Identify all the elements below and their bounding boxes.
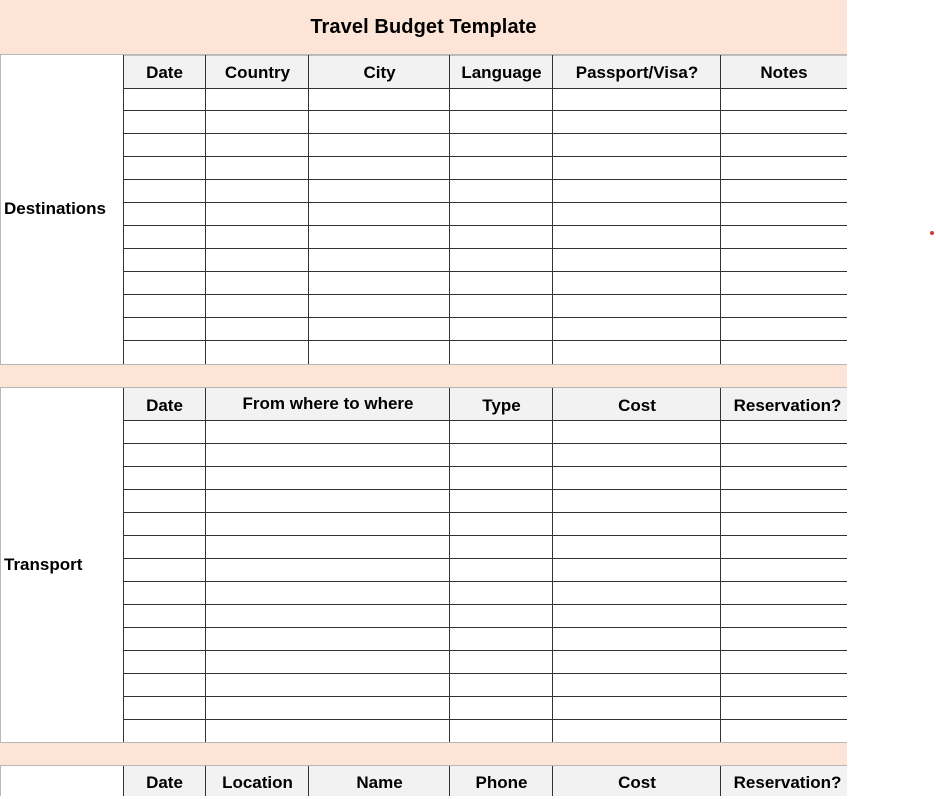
accommodation-header-reservation[interactable]: Reservation? — [733, 772, 842, 792]
grid-line — [123, 719, 847, 720]
destinations-grid[interactable] — [123, 88, 847, 364]
grid-line — [123, 581, 847, 582]
grid-line — [123, 179, 847, 180]
grid-line — [552, 388, 553, 742]
accommodation-header-date[interactable]: Date — [146, 772, 183, 792]
grid-line — [123, 420, 847, 421]
accommodation-header-cost[interactable]: Cost — [618, 772, 656, 792]
accommodation-header-phone[interactable]: Phone — [475, 772, 528, 792]
grid-line — [123, 627, 847, 628]
grid-line — [123, 443, 847, 444]
grid-line — [449, 766, 450, 796]
grid-line — [205, 388, 206, 742]
grid-line — [123, 766, 124, 796]
grid-line — [123, 340, 847, 341]
transport-header-reservation[interactable]: Reservation? — [733, 395, 842, 415]
destinations-section-label: Destinations — [4, 199, 107, 218]
grid-line — [308, 766, 309, 796]
transport-header-route[interactable]: From where to where — [242, 393, 414, 413]
grid-line — [123, 512, 847, 513]
grid-line — [720, 55, 721, 364]
grid-line — [123, 317, 847, 318]
grid-line — [123, 696, 847, 697]
grid-line — [123, 466, 847, 467]
page-title: Travel Budget Template — [310, 16, 537, 38]
grid-line — [720, 388, 721, 742]
grid-line — [123, 88, 847, 89]
grid-line — [720, 766, 721, 796]
accommodation-header-location[interactable]: Location — [222, 772, 293, 792]
grid-line — [123, 55, 124, 364]
grid-line — [123, 489, 847, 490]
grid-line — [205, 766, 206, 796]
transport-section-label: Transport — [4, 555, 83, 574]
transport-header-cost[interactable]: Cost — [618, 395, 656, 415]
destinations-header-country[interactable]: Country — [224, 62, 291, 82]
grid-line — [552, 766, 553, 796]
destinations-header-date[interactable]: Date — [146, 62, 183, 82]
grid-line — [123, 271, 847, 272]
transport-grid[interactable] — [123, 420, 847, 742]
section-separator — [0, 742, 847, 766]
grid-line — [308, 55, 309, 364]
grid-line — [123, 388, 124, 742]
grid-line — [123, 558, 847, 559]
stray-mark — [930, 231, 934, 235]
grid-line — [123, 535, 847, 536]
destinations-header-language[interactable]: Language — [461, 62, 542, 82]
transport-header-date[interactable]: Date — [146, 395, 183, 415]
accommodation-label-cell[interactable] — [0, 766, 123, 796]
grid-line — [205, 55, 206, 364]
grid-line — [449, 388, 450, 742]
grid-line — [123, 156, 847, 157]
grid-line — [123, 650, 847, 651]
destinations-header-notes[interactable]: Notes — [760, 62, 808, 82]
grid-line — [552, 55, 553, 364]
accommodation-header-name[interactable]: Name — [356, 772, 403, 792]
grid-line — [449, 55, 450, 364]
grid-line — [123, 294, 847, 295]
grid-line — [123, 248, 847, 249]
grid-line — [123, 604, 847, 605]
section-separator — [0, 364, 847, 388]
grid-line — [123, 673, 847, 674]
transport-header-type[interactable]: Type — [482, 395, 521, 415]
grid-line — [123, 225, 847, 226]
destinations-header-passport-visa[interactable]: Passport/Visa? — [575, 62, 699, 82]
destinations-header-city[interactable]: City — [363, 62, 396, 82]
grid-line — [123, 202, 847, 203]
grid-line — [123, 110, 847, 111]
grid-line — [123, 55, 847, 56]
grid-line — [123, 133, 847, 134]
